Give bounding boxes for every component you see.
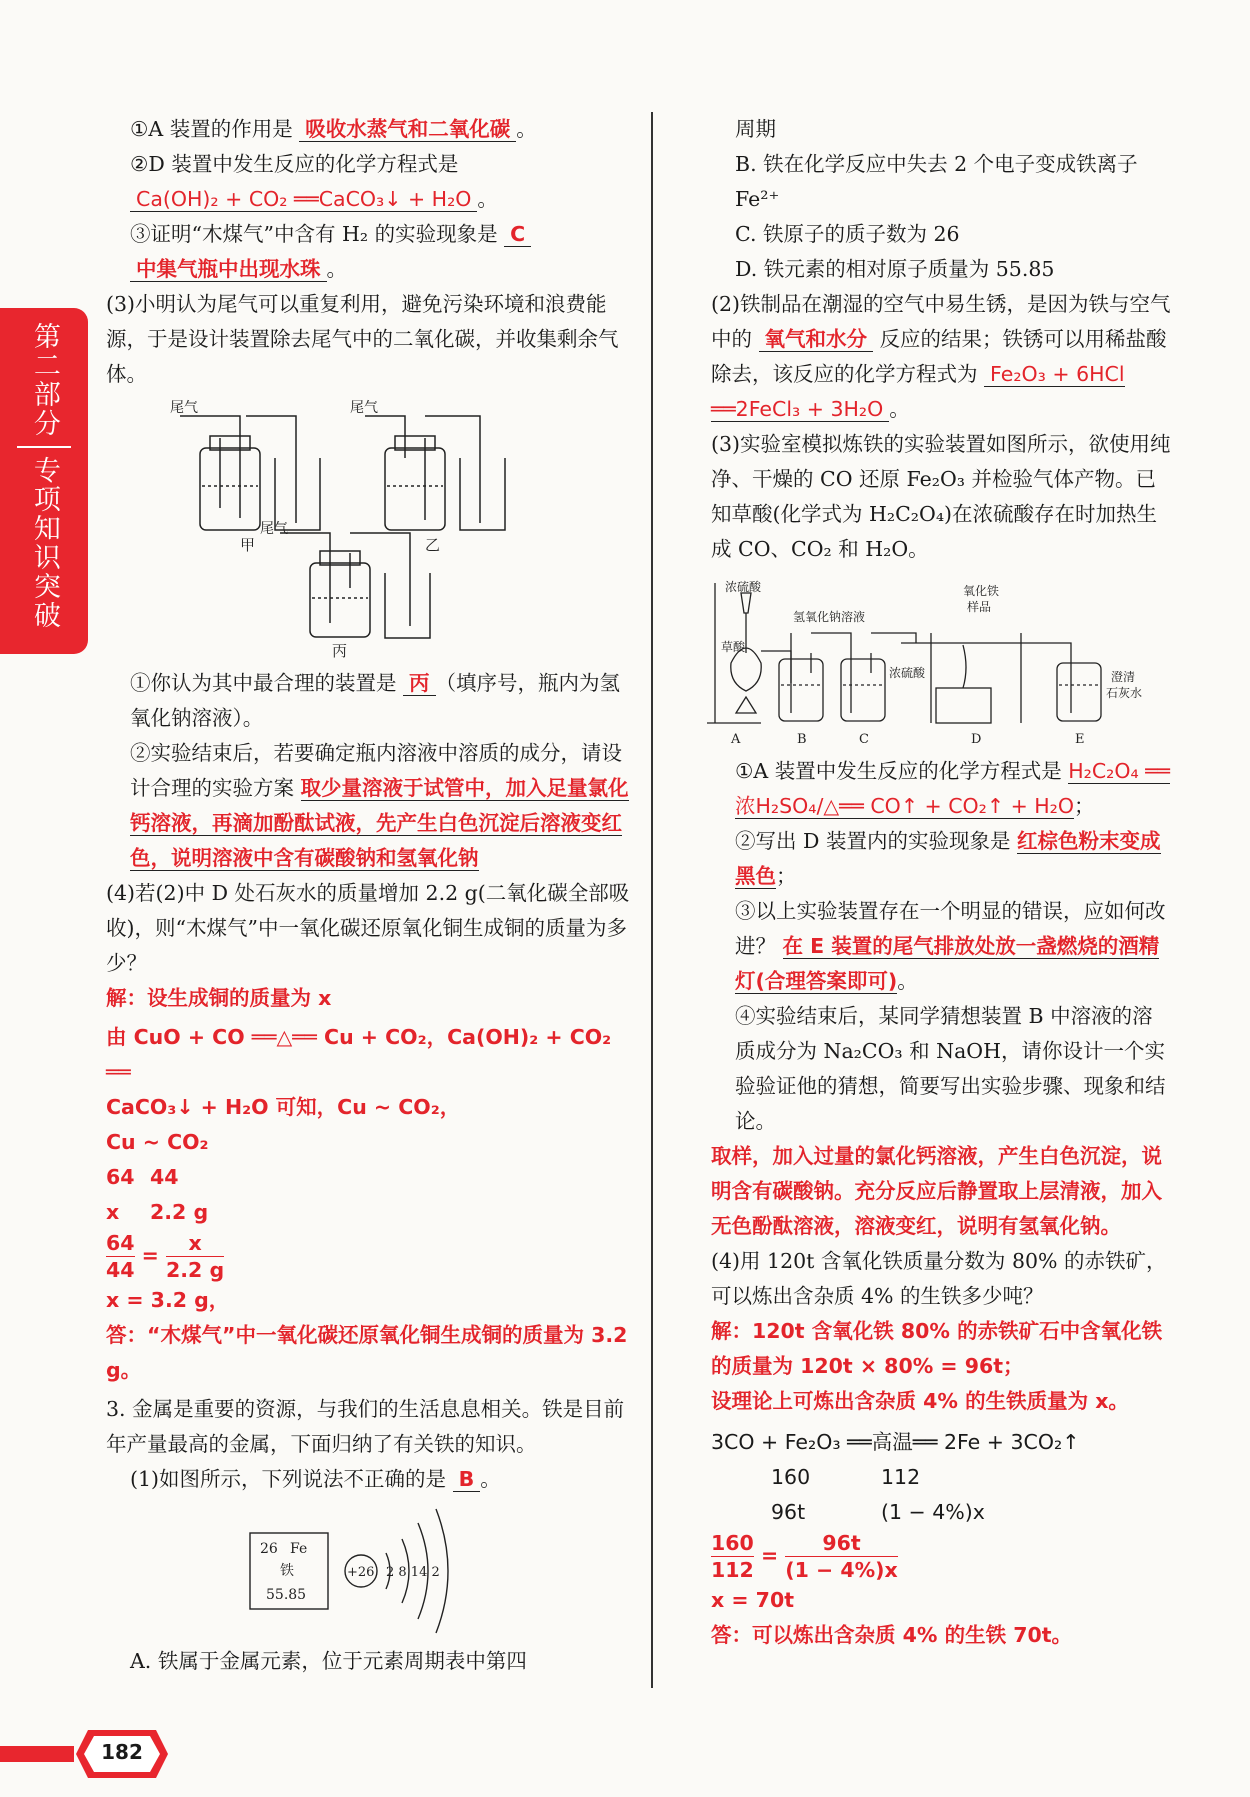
- bottle-b: [779, 659, 823, 721]
- page-number: 182: [101, 1740, 143, 1764]
- label-naoh: 氢氧化钠溶液: [793, 610, 866, 624]
- label-fe2o3: 氧化铁: [963, 584, 1000, 598]
- smelting-apparatus-figure: [701, 573, 1171, 748]
- label-limewater-1: 澄清: [1111, 670, 1136, 684]
- question-2-rust: (2)铁制品在潮湿的空气中易生锈，是因为铁与空气中的 氧气和水分 反应的结果；铁锈可以用稀盐酸除去，该反应的化学方程式为 Fe₂O₃ + 6HCl ══2FeCl₃ + 3H₂O 。: [711, 292, 1171, 421]
- page-number-strip: [0, 1746, 74, 1762]
- question-d-equation: ②D 装置中发生反应的化学方程式是: [130, 152, 459, 176]
- answer-3-2-phenomenon: 红棕色粉末变成黑色: [735, 829, 1161, 888]
- side-tab-divider: [17, 446, 71, 448]
- label-bing: 丙: [332, 642, 348, 660]
- solution-4-right: 解：120t 含氧化铁 80% 的赤铁矿石中含氧化铁的质量为 120t × 80% = 96t； 设理论上可炼出含杂质 4% 的生铁质量为 x。 3CO + Fe₂O₃ ══高温══ 2Fe + 3CO₂↑ 160 112 96t (1 − 4%)x $\frac{160}{112}$ = $\frac{96t}{(1 - 4\%)x}$ x = 70t 答：可以炼出含杂质 4% 的生铁 70t。: [711, 1314, 1173, 1653]
- question-3-2-right: ②写出 D 装置内的实验现象是 红棕色粉末变成黑色；: [735, 829, 1161, 888]
- fe-mass: 55.85: [266, 1587, 307, 1603]
- answer-3-4-experiment: 取样，加入过量的氯化钙溶液，产生白色沉淀，说明含有碳酸钠。充分反应后静置取上层清液，加入无色酚酞溶液，溶液变红，说明有氢氧化钠。: [711, 1144, 1162, 1238]
- question-3-text: (3)小明认为尾气可以重复利用，避免污染环境和浪费能源，于是设计装置除去尾气中的二氧化碳，并收集剩余气体。: [106, 292, 619, 386]
- question-4-right: (4)用 120t 含氧化铁质量分数为 80% 的赤铁矿，可以炼出含杂质 4% 的生铁多少吨？: [711, 1249, 1167, 1308]
- answer-3-2: 取少量溶液于试管中，加入足量氯化钙溶液，再滴加酚酞试液，先产生白色沉淀后溶液变红色，说明溶液中含有碳酸钠和氢氧化钠: [130, 776, 629, 870]
- label-a: A: [731, 732, 741, 747]
- bottle-jia: [200, 448, 260, 530]
- label-e: E: [1075, 732, 1085, 747]
- side-tab-title: 专项知识突破: [28, 456, 60, 630]
- right-column: [711, 112, 1173, 1653]
- tube-jia-in: [180, 416, 240, 518]
- label-oxalic: 草酸: [721, 640, 746, 654]
- answer-3-3-improve: 在 E 装置的尾气排放处放一盏燃烧的酒精灯(合理答案即可): [735, 934, 1160, 993]
- burner-a: [736, 697, 756, 713]
- funnel-a: [741, 593, 751, 613]
- fe-atomic-number: 26: [260, 1541, 278, 1557]
- electron-shells: 2 8 14 2: [386, 1565, 440, 1580]
- question-3-4-right: ④实验结束后，某同学猜想装置 B 中溶液的溶质成分为 Na₂CO₃ 和 NaOH，请你设计一个实验验证他的猜想，简要写出实验步骤、现象和结论。: [735, 1004, 1166, 1133]
- solution-4: 解：设生成铜的质量为 x 由 CuO + CO ══△══ Cu + CO₂，Ca(OH)₂ + CO₂ ══ CaCO₃↓ + H₂O 可知，Cu ~ CO₂， Cu ~ CO₂ 64 44 x 2.2 g $\frac{64}{44}$ = $\frac{x}{2.2 g}$ x = 3.2 g， 答：“木煤气”中一氧化碳还原氧化铜生成铜的质量为 3.2 g。: [106, 981, 634, 1388]
- question-3-smelting: (3)实验室模拟炼铁的实验装置如图所示，欲使用纯净、干燥的 CO 还原 Fe₂O₃ 并检验气体产物。已知草酸(化学式为 H₂C₂O₄)在浓硫酸存在时加热生成 CO、CO₂ 和 H₂O。: [711, 432, 1171, 561]
- option-c: C. 铁原子的质子数为 26: [735, 222, 960, 246]
- option-a-left: A. 铁属于金属元素，位于元素周期表中第四: [130, 1649, 527, 1673]
- label-conc-acid-c: 浓硫酸: [889, 666, 926, 680]
- solution-4-proportion: $\frac{64}{44}$ = $\frac{x}{2.2 g}$: [106, 1231, 225, 1282]
- question-3-1: ①你认为其中最合理的装置是 丙 （填序号，瓶内为氢氧化钠溶液）。: [130, 671, 621, 730]
- bottle-c: [841, 659, 885, 721]
- answer-d-equation-line: Ca(OH)₂ + CO₂ ══CaCO₃↓ + H₂O 。: [106, 182, 634, 217]
- question-h2: ③证明“木煤气”中含有 H₂ 的实验现象是 C: [106, 217, 634, 252]
- column-divider: [651, 112, 653, 1688]
- answer-3-1-equation: H₂C₂O₄ ══浓H₂SO₄/△══ CO↑ + CO₂↑ + H₂O: [735, 759, 1170, 818]
- question-3-3-right: ③以上实验装置存在一个明显的错误，应如何改进？ 在 E 装置的尾气排放处放一盏燃烧的酒精灯(合理答案即可)。: [735, 899, 1166, 993]
- burner-d: [936, 688, 991, 723]
- section-side-tab: [0, 308, 88, 654]
- label-conc-acid-a: 浓硫酸: [725, 580, 762, 594]
- question-3-2: ②实验结束后，若要确定瓶内溶液中溶质的成分，请设计合理的实验方案 取少量溶液于试管中，加入足量氯化钙溶液，再滴加酚酞试液，先产生白色沉淀后溶液变红色，说明溶液中含有碳酸钠和氢氧化钠: [130, 741, 629, 870]
- bottle-e: [1057, 663, 1101, 721]
- nucleus-charge: +26: [347, 1565, 375, 1580]
- answer-h2-part1: C: [504, 222, 531, 247]
- solution-4-right-proportion: $\frac{160}{112}$ = $\frac{96t}{(1 - 4\%)x}$: [711, 1531, 898, 1582]
- answer-2-oxygen-water: 氧气和水分: [759, 327, 874, 352]
- answer-3-1: 丙: [403, 671, 436, 696]
- label-sample: 样品: [967, 600, 992, 614]
- apparatus-figure-three: [170, 398, 570, 660]
- question-3-1-right: ①A 装置中发生反应的化学方程式是 H₂C₂O₄ ══浓H₂SO₄/△══ CO↑ + CO₂↑ + H₂O；: [735, 759, 1170, 818]
- page-number-badge: [74, 1728, 170, 1780]
- answer-d-equation: Ca(OH)₂ + CO₂ ══CaCO₃↓ + H₂O: [130, 187, 477, 212]
- question-3-main: 3. 金属是重要的资源，与我们的生活息息相关。铁是目前年产量最高的金属，下面归纳了有关铁的知识。: [106, 1397, 625, 1456]
- iron-element-figure: [246, 1503, 506, 1638]
- fe-symbol: Fe: [290, 1541, 308, 1557]
- side-tab-part: 第二部分: [28, 322, 60, 438]
- question-4: (4)若(2)中 D 处石灰水的质量增加 2.2 g(二氧化碳全部吸收)，则“木煤气”中一氧化碳还原氧化铜生成铜的质量为多少？: [106, 881, 630, 975]
- option-b: B. 铁在化学反应中失去 2 个电子变成铁离子 Fe²⁺: [735, 152, 1138, 211]
- flask-a: [731, 648, 761, 691]
- label-tail-jia: 尾气: [170, 400, 198, 416]
- answer-a-function: 吸收水蒸气和二氧化碳: [299, 117, 516, 142]
- label-limewater-2: 石灰水: [1106, 686, 1143, 700]
- question-3-main-1: (1)如图所示，下列说法不正确的是 B 。: [130, 1467, 501, 1491]
- label-c: C: [859, 732, 869, 747]
- answer-2-equation: Fe₂O₃ + 6HCl ══2FeCl₃ + 3H₂O: [711, 362, 1125, 421]
- label-jia: 甲: [240, 536, 256, 554]
- answer-h2-line: 中集气瓶中出现水珠 。: [106, 252, 634, 287]
- label-yi: 乙: [425, 536, 441, 554]
- question-a-function: ①A 装置的作用是 吸收水蒸气和二氧化碳 。: [130, 117, 537, 141]
- answer-3-main-1: B: [453, 1467, 481, 1492]
- label-tail-bing: 尾气: [260, 521, 288, 537]
- option-a-continued: 周期: [735, 117, 776, 141]
- fe-name: 铁: [280, 1563, 294, 1579]
- option-d: D. 铁元素的相对原子质量为 55.85: [735, 257, 1055, 281]
- label-tail-yi: 尾气: [350, 400, 378, 416]
- label-b: B: [797, 732, 807, 747]
- label-d: D: [971, 732, 982, 747]
- left-column: [106, 112, 634, 1679]
- answer-h2-part2: 中集气瓶中出现水珠: [130, 257, 327, 282]
